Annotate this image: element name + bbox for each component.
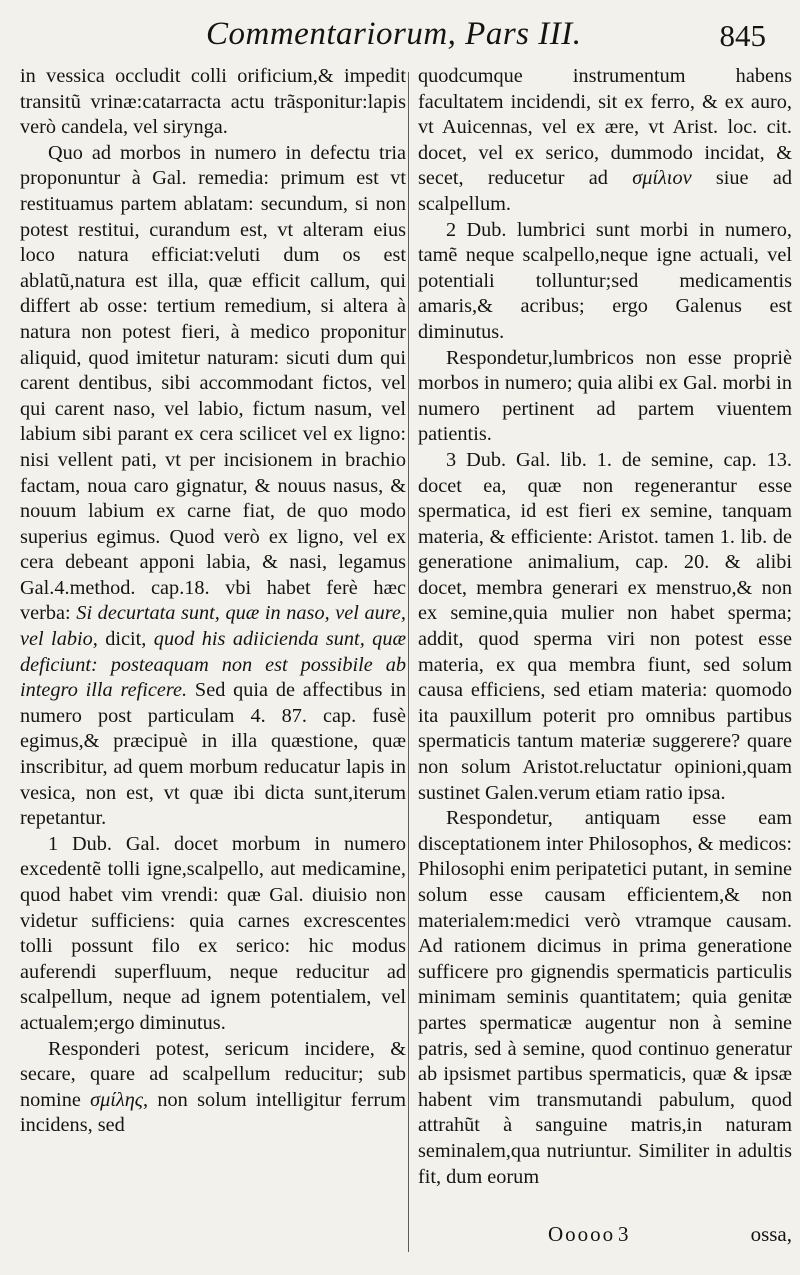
page-header	[0, 14, 800, 64]
right-column	[418, 64, 792, 1190]
paragraph-text: Quo ad morbos in numero in defectu tria proponuntur à Gal. remedia: primum est vt restituamus partem ablatam: secundum, si non potest restitui, curandum est, vt alteram eius loco natura efficiat:veluti dum os est ablatũ,natura est illa, quæ efficit callum, qui differt ab osse: tertium remedium, si altera à natura non potest fieri, à medico proponitur aliquid, quod imitetur naturam: sicuti dum qui carent dentibus, sibi accommodant fictos, vel qui carent naso, vel labio, fictum nasum, vel labium sibi parant ex cera scilicet vel ex ligno: nisi vellent pati, vt per incisionem in brachio factam, noua caro gignatur, & nouus nasus, & nouum labium ex carne fiat, de quo modo superius egimus. Quod verò ex ligno, vel ex cera debeant apponi labia, & nasi, legamus Gal.4.method. cap.18. vbi habet ferè hæc verba:	[20, 141, 406, 625]
paragraph: 1 Dub. Gal. docet morbum in numero excedentẽ tolli igne,scalpello, aut medicamine, quod habet vim vrendi: quæ Gal. diuisio non videtur sufficiens: quia carnes excrescentes tolli possunt filo ex serico: hic modus auferendi superfluum, neque reducitur ad scalpellum, neque ad ignem potentialem, vel actualem;ergo diminutus.	[20, 832, 406, 1034]
paragraph-text: siue ad scalpellum.	[418, 167, 792, 215]
paragraph	[20, 141, 406, 832]
paragraph	[418, 64, 792, 218]
column-divider	[408, 72, 409, 1252]
paragraph: Respondetur,lumbricos non esse propriè morbos in numero; quia alibi ex Gal. morbi in numero pertinent ad partem viuentem patientis.	[418, 346, 792, 446]
italic-quote: Si decurtata sunt, quæ in naso, vel aure, vel labio,	[20, 602, 406, 651]
catchword: ossa,	[750, 1222, 792, 1246]
paragraph-text: , non solum intelligitur ferrum incidens, sed	[20, 1088, 406, 1137]
paragraph-text: quodcumque instrumentum habens facultatem incidendi, sit ex ferro, & ex auro, vt Auicennas, vel ex ære, vt Arist. loc. cit. docet, vel ex serico, dummodo incidat, & secet, reducetur ad	[418, 65, 792, 190]
left-column	[20, 64, 406, 1139]
paragraph-text: dicit,	[105, 628, 147, 651]
paragraph	[20, 1037, 406, 1139]
greek-word: σμίλης	[90, 1088, 144, 1111]
paragraph: 2 Dub. lumbrici sunt morbi in numero, tamẽ neque scalpello,neque igne actuali, vel potentiali tolluntur;sed medicamentis amaris,& acribus; ergo Galenus est diminutus.	[418, 218, 792, 343]
paragraph: 3 Dub. Gal. lib. 1. de semine, cap. 13. docet ea, quæ non regenerantur esse spermatica, id est fieri ex semine, tanquam materia, & efficiente: Aristot. tamen 1. lib. de generatione animalium, cap. 20. & alibi docet, membra generari ex menstruo,& non ex semine,quia mulier non habet sperma; addit, quod sperma viri non potest esse materia, ex qua membra fiunt, sed solum causa efficiens, sed etiam materia: quomodo ita pauxillum poterit pro omnibus partibus spermaticis tantum materiæ suggerere? quare non solum Aristot.reluctatur opinioni,quam sustinet Galen.verum etiam ratio ipsa.	[418, 448, 792, 804]
page-number: 845	[719, 18, 766, 53]
signature-number: 3	[618, 1222, 629, 1246]
paragraph-text: Responderi potest, sericum incidere, & secare, quare ad scalpellum reducitur; sub nomine	[20, 1037, 406, 1111]
greek-word: σμίλιον	[632, 167, 692, 190]
running-title: Commentariorum, Pars III.	[206, 16, 582, 52]
paragraph-text: Sed quia de affectibus in numero post particulam 4. 87. cap. fusè egimus,& præcipuè in illa quæstione, quæ inscribitur, ad quem morbum reducatur lapis in vesica, non est, vt quæ ibi dicta sunt,iterum repetantur.	[20, 679, 406, 830]
paragraph: in vessica occludit colli orificium,& impedit transitũ vrinæ:catarracta actu trãsponitur:lapis verò candela, vel sirynga.	[20, 65, 406, 139]
italic-quote: quod his adiicienda sunt, quæ deficiunt: posteaquam non est possibile ab integro illa reficere.	[20, 628, 406, 702]
paragraph: Respondetur, antiquam esse eam disceptationem inter Philosophos, & medicos: Philosophi enim peripatetici putant, in semine solum esse causam efficientem,& non materialem:medici verò vtramque causam. Ad rationem dicimus in prima generatione sufficere pro gignendis spermaticis particulis minimam seminis quantitatem; quia genitæ partes spermaticæ augentur non à semine patris, sed à semine, quod continuo generatur ab ipsismet partibus spermaticis, quæ & ipsæ habent vim transmutandi pabulum, quod attrahũt à sanguine matris,in naturam seminalem,qua nutriuntur. Similiter in adultis fit, dum eorum	[418, 807, 792, 1188]
signature-mark: Ooooo	[548, 1222, 616, 1246]
page-footer	[418, 1222, 792, 1252]
